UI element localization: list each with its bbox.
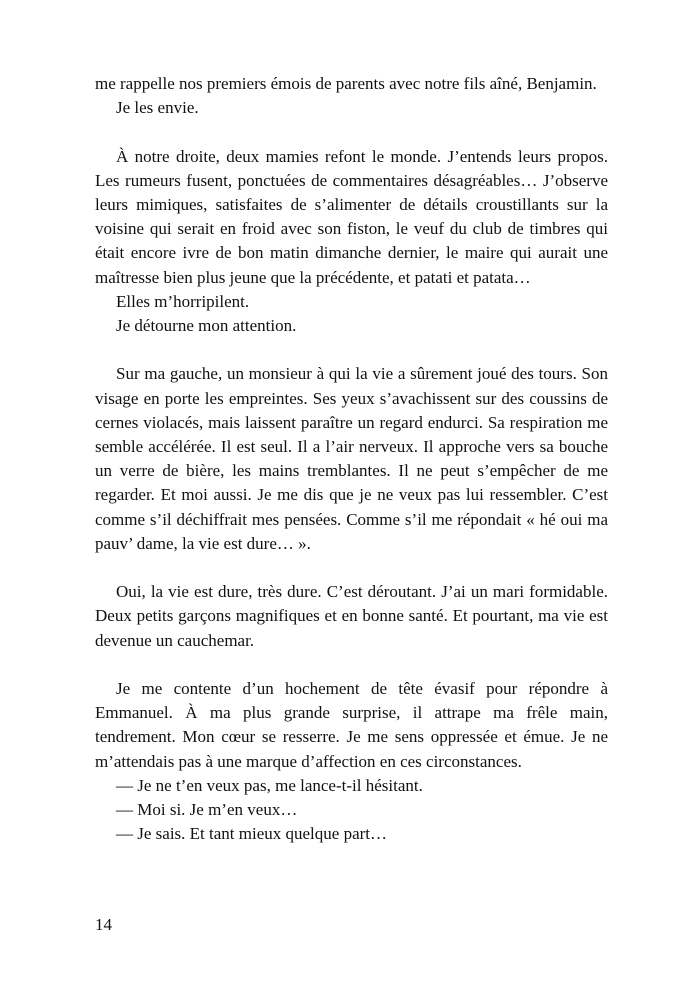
section-gap — [95, 120, 608, 144]
paragraph: À notre droite, deux mamies refont le monde. J’entends leurs propos. Les rumeurs fusent, ponctuées de commentaires désagréables… J’observe leurs mimiques, satisfaites de s’alimenter de détails croustillants sur la voisine qui serait en froid avec son fiston, le veuf du club de timbres qui était encore ivre de bon matin dimanche dernier, le maire qui aurait une maîtresse bien plus jeune que la précédente, et patati et patata… — [95, 146, 608, 287]
page-body — [95, 72, 608, 846]
paragraph-continuation: me rappelle nos premiers émois de parents avec notre fils aîné, Benjamin. — [95, 74, 597, 93]
dialogue-line: — Je ne t’en veux pas, me lance-t-il hésitant. — [116, 775, 423, 795]
page-number: 14 — [95, 915, 112, 934]
paragraph: Sur ma gauche, un monsieur à qui la vie a sûrement joué des tours. Son visage en porte les empreintes. Ses yeux s’avachissent sur des coussins de cernes violacés, mais laissent paraître un regard endurci. Sa respiration me semble accélérée. Il est seul. Il a l’air nerveux. Il approche vers sa bouche un verre de bière, les mains tremblantes. Il ne peut s’empêcher de me regarder. Et moi aussi. Je me dis que je ne veux pas lui ressembler. C’est comme s’il déchiffrait mes pensées. Comme s’il me répondait « hé oui ma pauv’ dame, la vie est dure… ». — [95, 364, 608, 553]
paragraph: Je les envie. — [116, 98, 199, 118]
paragraph: Je me contente d’un hochement de tête évasif pour répondre à Emmanuel. À ma plus grande surprise, il attrape ma frêle main, tendrement. Mon cœur se resserre. Je me sens oppressée et émue. Je ne m’attendais pas à une marque d’affection en ces circonstances. — [95, 679, 608, 771]
dialogue-line: — Je sais. Et tant mieux quelque part… — [116, 824, 387, 844]
paragraph: Oui, la vie est dure, très dure. C’est déroutant. J’ai un mari formidable. Deux petits garçons magnifiques et en bonne santé. Et pourtant, ma vie est devenue un cauchemar. — [95, 582, 608, 650]
paragraph: Elles m’horripilent. — [116, 291, 250, 311]
dialogue-line: — Moi si. Je m’en veux… — [116, 800, 298, 820]
section-gap — [95, 653, 608, 677]
section-gap — [95, 338, 608, 362]
section-gap — [95, 556, 608, 580]
paragraph: Je détourne mon attention. — [116, 316, 297, 336]
